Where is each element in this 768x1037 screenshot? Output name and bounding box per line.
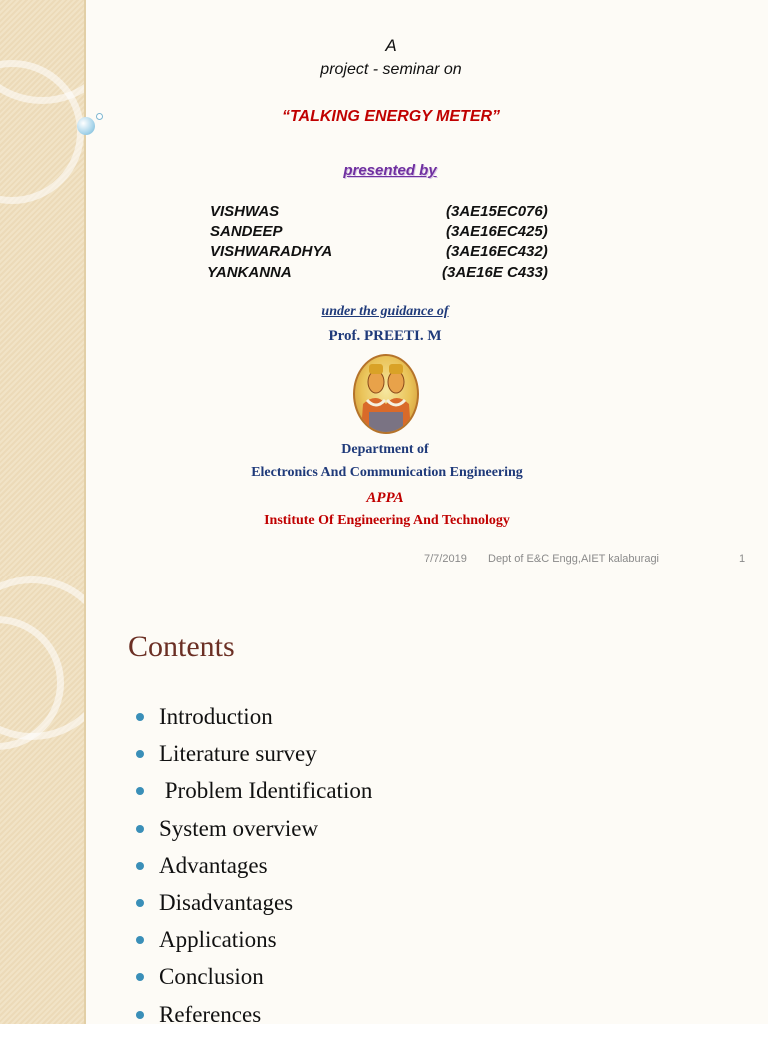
guidance-label: under the guidance of: [321, 304, 449, 319]
list-item-label: Applications: [159, 927, 277, 953]
department-name: Electronics And Communication Engineering: [251, 465, 523, 480]
deity-figures-image: [355, 356, 417, 432]
list-item-label: Literature survey: [159, 741, 317, 767]
student-name: VISHWARADHYA: [210, 243, 333, 260]
guide-name: Prof. PREETI. M: [328, 328, 442, 344]
list-item-label: System overview: [159, 815, 319, 841]
bullet-icon: [136, 862, 144, 870]
student-usn: (3AE16EC432): [446, 243, 548, 260]
list-item: [136, 739, 372, 776]
list-item: [136, 702, 372, 739]
bullet-icon: [136, 936, 144, 944]
student-usn: (3AE16EC425): [446, 223, 548, 240]
institute-short: APPA: [366, 490, 404, 506]
footer-dept: Dept of E&C Engg,AIET kalaburagi: [488, 553, 660, 565]
list-item-label: Introduction: [159, 704, 273, 729]
list-item: [136, 888, 372, 925]
bullet-icon: [136, 713, 144, 721]
student-name: SANDEEP: [210, 223, 283, 240]
student-usn: (3AE16E C433): [442, 264, 548, 281]
list-item: [136, 925, 372, 962]
list-item: [136, 776, 372, 813]
bullet-icon: [136, 825, 144, 833]
list-item-label: Advantages: [159, 852, 268, 878]
contents-title: Contents: [128, 630, 235, 663]
decorative-side-strip: [0, 0, 86, 576]
footer-page-number: 1: [739, 553, 746, 565]
institute-name: Institute Of Engineering And Technology: [264, 513, 510, 528]
bullet-icon: [136, 899, 144, 907]
list-item: [136, 851, 372, 888]
institute-logo: [353, 354, 419, 434]
contents-slide: [0, 576, 768, 1024]
list-item-label: Disadvantages: [159, 889, 294, 915]
student-name: YANKANNA: [207, 264, 292, 281]
bullet-icon: [136, 973, 144, 981]
department-label: Department of: [341, 442, 429, 457]
project-title: “TALKING ENERGY METER”: [281, 108, 501, 125]
list-item-label: Conclusion: [159, 964, 264, 990]
contents-list: [136, 702, 372, 1037]
list-item: [136, 1000, 372, 1037]
bullet-icon: [136, 750, 144, 758]
heading-seminar: project - seminar on: [320, 61, 462, 78]
list-item-label: Problem Identification: [159, 778, 373, 804]
bullet-icon: [136, 1011, 144, 1019]
list-item-label: References: [159, 1001, 262, 1027]
heading-a: A: [385, 36, 397, 55]
decorative-dot: [96, 113, 103, 120]
student-usn: (3AE15EC076): [446, 203, 548, 220]
list-item: [136, 814, 372, 851]
bullet-icon: [136, 787, 144, 795]
presented-by-label: presented by: [343, 162, 437, 179]
student-name: VISHWAS: [210, 203, 280, 220]
decorative-dot: [77, 117, 95, 135]
list-item: [136, 962, 372, 999]
footer-date: 7/7/2019: [424, 553, 467, 565]
decorative-side-strip: [0, 576, 86, 1024]
